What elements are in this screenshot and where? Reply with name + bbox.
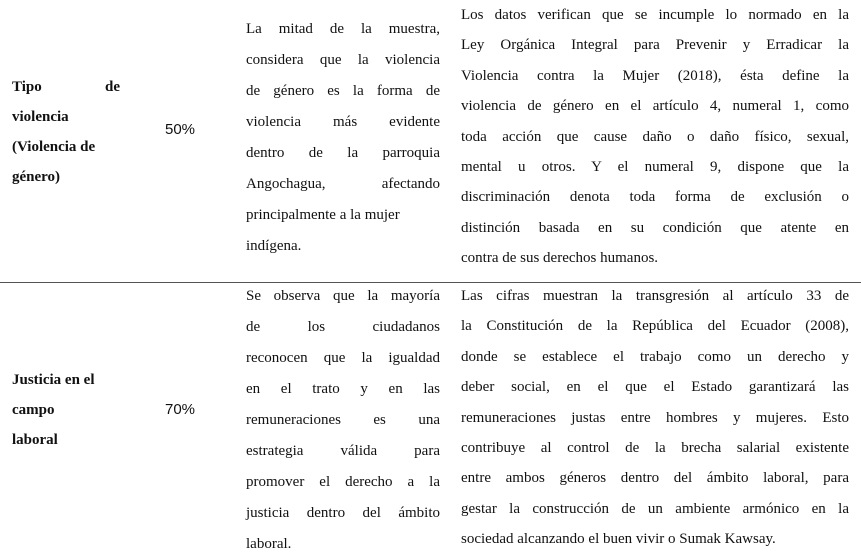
analysis-line: deber social, en el que el Estado garantizará las	[461, 379, 849, 396]
analysis-line: contribuye al control de la brecha salarial existente	[461, 440, 849, 457]
finding-line: reconocen que la igualdad	[246, 350, 440, 366]
row-1-percent: 50%	[165, 121, 196, 138]
analysis-line: Las cifras muestran la transgresión al artículo 33 de	[461, 288, 849, 304]
category-line: campo	[12, 402, 55, 418]
finding-line: dentro de la parroquia	[246, 145, 440, 161]
row-2-finding	[246, 281, 440, 560]
finding-line: estrategia válida para	[246, 443, 440, 459]
category-line: Tipo de	[12, 79, 120, 95]
finding-line: justicia dentro del ámbito	[246, 505, 440, 521]
finding-line: de género es la forma de	[246, 83, 440, 99]
analysis-line: la Constitución de la República del Ecuador (2008),	[461, 318, 849, 335]
analysis-line: Los datos verifican que se incumple lo normado en la	[461, 7, 849, 23]
row-1-category	[12, 72, 120, 192]
analysis-line: donde se establece el trabajo como un derecho y	[461, 348, 849, 365]
category-line: (Violencia de	[12, 139, 96, 155]
finding-line: de los ciudadanos	[246, 319, 440, 335]
category-line: Justicia en el	[12, 372, 95, 388]
finding-line: remuneraciones es una	[246, 412, 440, 428]
row-2-percent: 70%	[165, 401, 196, 418]
analysis-line: toda acción que cause daño o daño físico, sexual,	[461, 128, 849, 145]
analysis-line: Violencia contra la Mujer (2018), ésta define la	[461, 67, 849, 84]
finding-line: violencia más evidente	[246, 114, 440, 130]
analysis-line: sociedad alcanzando el buen vivir o Sumak Kawsay.	[461, 531, 776, 548]
row-1-finding	[246, 14, 440, 262]
finding-line: promover el derecho a la	[246, 474, 440, 490]
finding-line: La mitad de la muestra,	[246, 21, 440, 37]
finding-line: Se observa que la mayoría	[246, 288, 440, 304]
finding-line: indígena.	[246, 238, 302, 254]
finding-line: Angochagua, afectando	[246, 176, 440, 192]
category-line: laboral	[12, 432, 58, 448]
row-2-category	[12, 365, 120, 455]
analysis-line: discriminación denota toda forma de exclusión o	[461, 189, 849, 206]
analysis-line: mental u otros. Y el numeral 9, dispone que la	[461, 159, 849, 176]
analysis-line: remuneraciones justas entre hombres y mujeres. Esto	[461, 409, 849, 426]
finding-line: en el trato y en las	[246, 381, 440, 397]
finding-line: considera que la violencia	[246, 52, 440, 68]
analysis-line: gestar la construcción de un ambiente armónico en la	[461, 500, 849, 517]
analysis-line: Ley Orgánica Integral para Prevenir y Erradicar la	[461, 37, 849, 54]
finding-line: principalmente a la mujer	[246, 207, 400, 223]
analysis-line: violencia de género en el artículo 4, numeral 1, como	[461, 98, 849, 115]
analysis-line: contra de sus derechos humanos.	[461, 250, 659, 267]
category-line: violencia	[12, 109, 69, 125]
category-line: género)	[12, 169, 61, 185]
analysis-line: distinción basada en su condición que atente en	[461, 219, 849, 236]
row-1-analysis	[461, 0, 849, 274]
analysis-line: entre ambos géneros dentro del ámbito laboral, para	[461, 470, 849, 487]
row-2-analysis	[461, 281, 849, 555]
finding-line: laboral.	[246, 536, 292, 552]
